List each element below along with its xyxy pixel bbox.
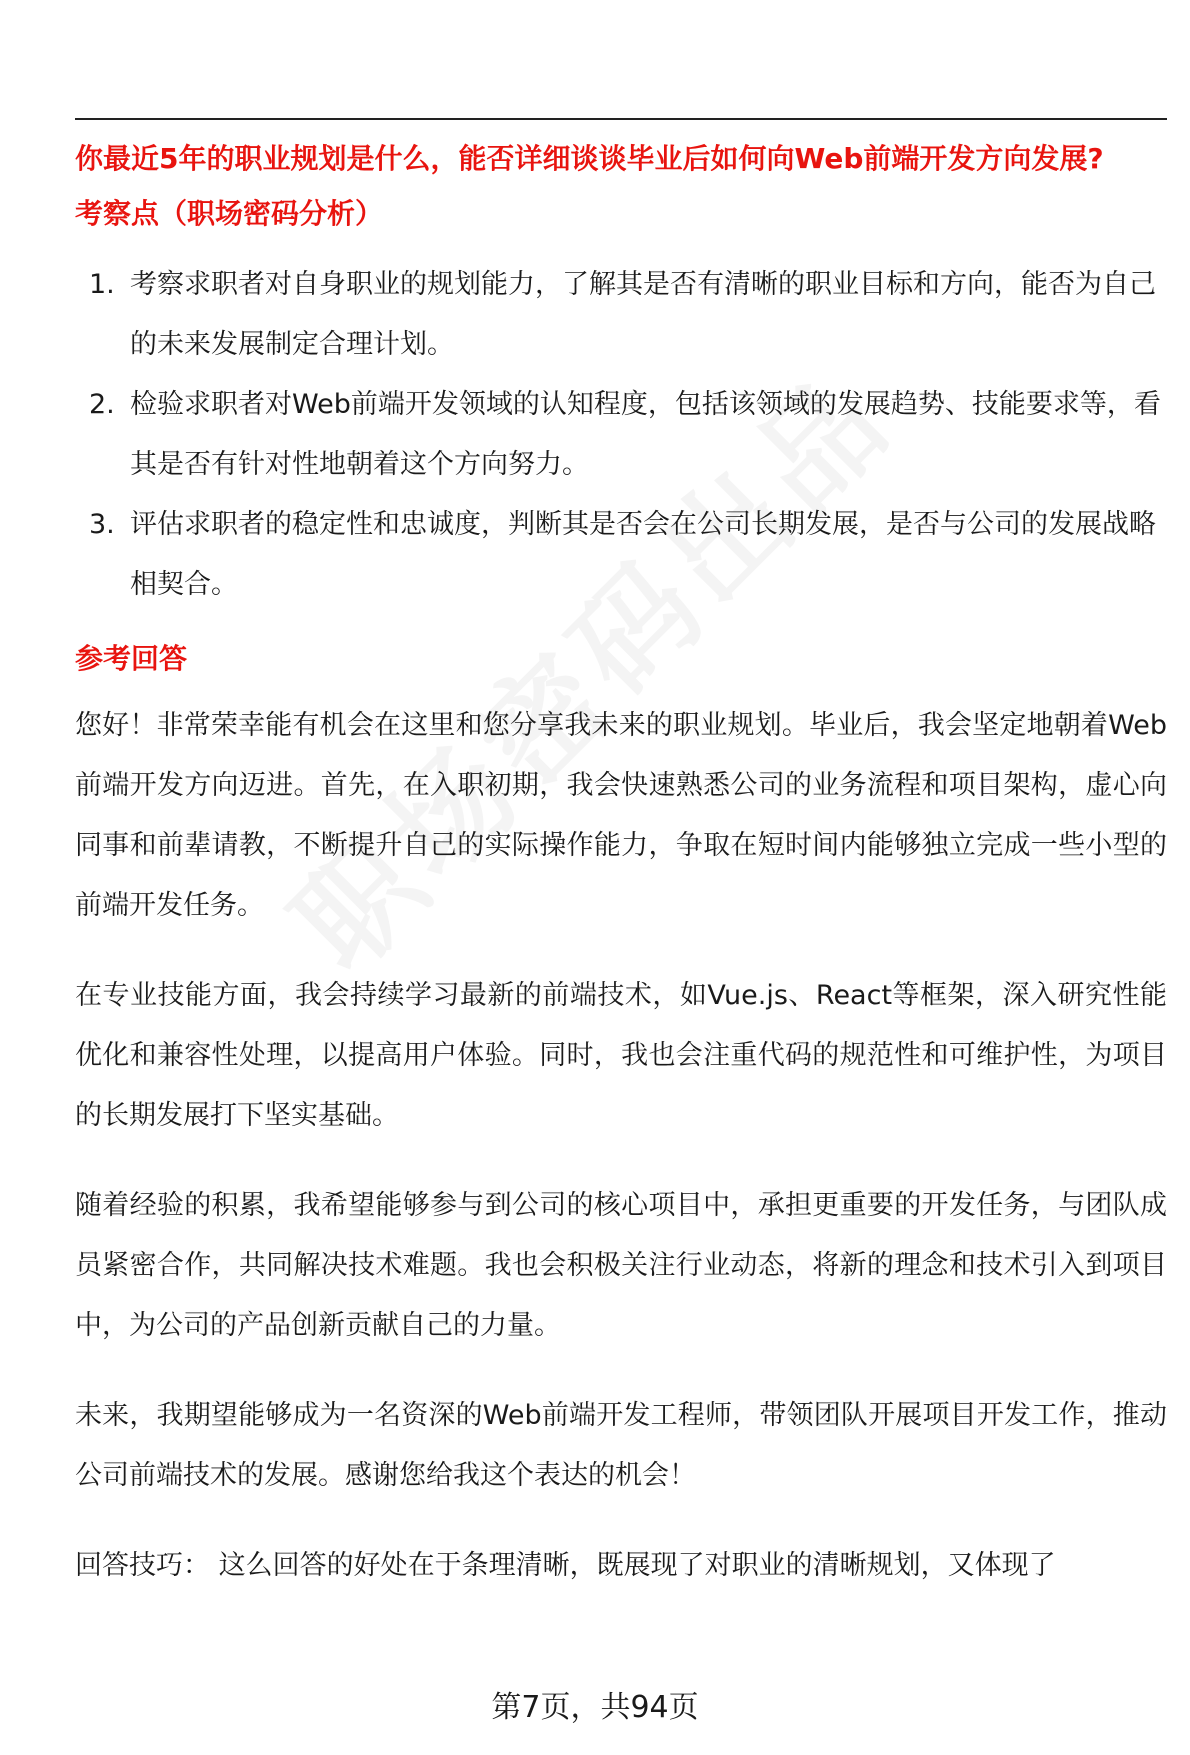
analysis-list: [75, 255, 1167, 615]
analysis-point: [75, 495, 1167, 615]
answer-paragraph: 未来，我期望能够成为一名资深的Web前端开发工程师，带领团队开展项目开发工作，推动公司前端技术的发展。感谢您给我这个表达的机会！: [75, 1400, 1167, 1491]
answer-paragraph: 您好！非常荣幸能有机会在这里和您分享我未来的职业规划。毕业后，我会坚定地朝着Web前端开发方向迈进。首先，在入职初期，我会快速熟悉公司的业务流程和项目架构，虚心向同事和前辈请教，不断提升自己的实际操作能力，争取在短时间内能够独立完成一些小型的前端开发任务。: [75, 710, 1167, 921]
answer-tip: 回答技巧： 这么回答的好处在于条理清晰，既展现了对职业的清晰规划，又体现了: [75, 1550, 1056, 1581]
content-body: [75, 140, 1167, 1596]
point-number: 2.: [89, 389, 115, 420]
answer-paragraph: 随着经验的积累，我希望能够参与到公司的核心项目中，承担更重要的开发任务，与团队成员紧密合作，共同解决技术难题。我也会积极关注行业动态，将新的理念和技术引入到项目中，为公司的产品创新贡献自己的力量。: [75, 1190, 1167, 1341]
point-text: 检验求职者对Web前端开发领域的认知程度，包括该领域的发展趋势、技能要求等，看其是否有针对性地朝着这个方向努力。: [130, 389, 1161, 480]
question-title: 你最近5年的职业规划是什么，能否详细谈谈毕业后如何向Web前端开发方向发展?: [75, 142, 1104, 175]
point-text: 评估求职者的稳定性和忠诚度，判断其是否会在公司长期发展，是否与公司的发展战略相契合。: [130, 509, 1156, 600]
analysis-heading: 考察点（职场密码分析）: [75, 197, 384, 230]
answer-paragraph: 在专业技能方面，我会持续学习最新的前端技术，如Vue.js、React等框架，深入研究性能优化和兼容性处理，以提高用户体验。同时，我也会注重代码的规范性和可维护性，为项目的长期发展打下坚实基础。: [75, 980, 1167, 1131]
top-divider: [75, 118, 1167, 120]
analysis-point: [75, 375, 1167, 495]
point-number: 3.: [89, 509, 115, 540]
point-text: 考察求职者对自身职业的规划能力，了解其是否有清晰的职业目标和方向，能否为自己的未来发展制定合理计划。: [130, 269, 1156, 360]
page-number: 第7页，共94页: [491, 1690, 699, 1725]
analysis-point: [75, 255, 1167, 375]
point-number: 1.: [89, 269, 115, 300]
answer-heading: 参考回答: [75, 642, 188, 675]
